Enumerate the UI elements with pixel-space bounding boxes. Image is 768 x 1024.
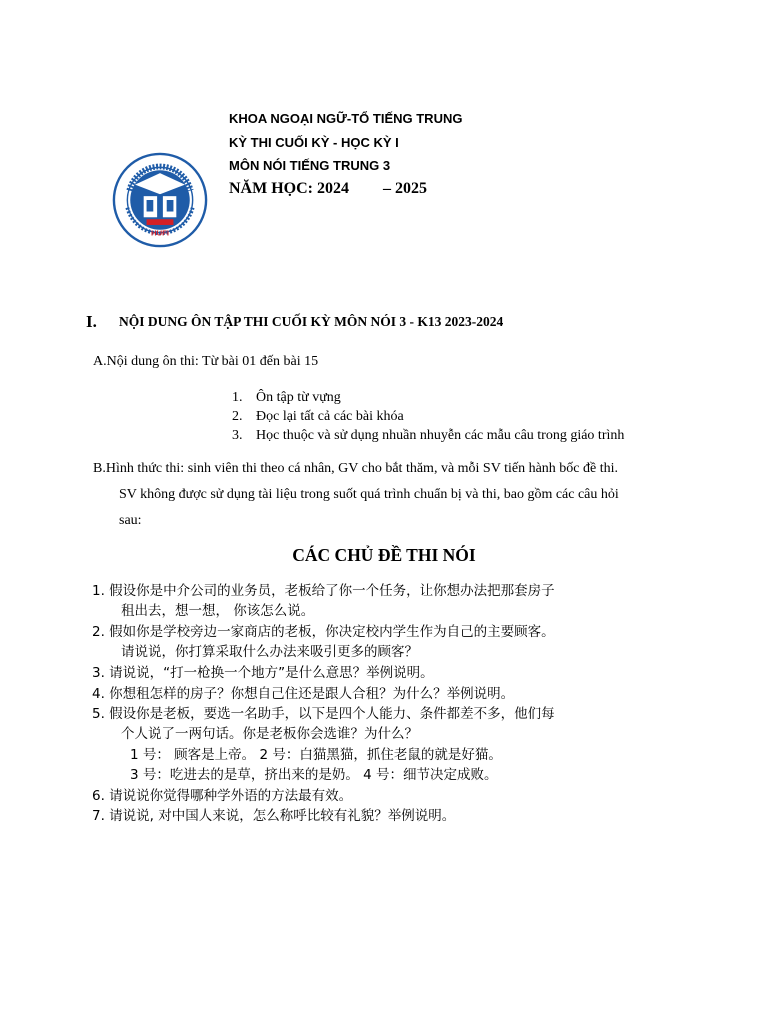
topic-line: 请说说，你打算采取什么办法来吸引更多的顾客？ xyxy=(121,644,418,660)
header-subject: MÔN NÓI TIẾNG TRUNG 3 xyxy=(229,158,391,173)
list-item xyxy=(232,390,624,409)
year-end: – 2025 xyxy=(382,180,427,197)
topic-line: 4. 你想租怎样的房子？你想自己住还是跟人合租？为什么？举例说明。 xyxy=(92,686,515,702)
list-item-text: Đọc lại tất cả các bài khóa xyxy=(256,409,404,424)
list-item-text: Ôn tập từ vựng xyxy=(256,390,341,405)
university-logo-icon xyxy=(112,152,208,248)
list-item-text: Học thuộc và sử dụng nhuần nhuyễn các mẫu câu trong giáo trình xyxy=(256,428,625,443)
year-label: NĂM HỌC: 2024 xyxy=(229,180,349,197)
content-a-text: A.Nội dung ôn thi: Từ bài 01 đến bài 15 xyxy=(93,354,319,369)
content-b-line-2: SV không được sử dụng tài liệu trong suốt quá trình chuẩn bị và thi, bao gồm các câu hỏi xyxy=(119,487,619,502)
topics-title: CÁC CHỦ ĐỀ THI NÓI xyxy=(292,545,476,565)
list-item xyxy=(232,428,624,447)
topic-line: 租出去，想一想， 你该怎么说。 xyxy=(121,603,315,619)
topic-line: 7. 请说说, 对中国人来说，怎么称呼比较有礼貌？举例说明。 xyxy=(92,808,456,824)
list-item-number: 3. xyxy=(232,428,243,443)
content-b-line-1: B.Hình thức thi: sinh viên thi theo cá nhân, GV cho bắt thăm, và mỗi SV tiến hành bốc đề thi. xyxy=(93,461,618,476)
header-exam: KỲ THI CUỐI KỲ - HỌC KỲ I xyxy=(229,135,399,150)
section-number: I. xyxy=(86,312,97,331)
topic-line: 1. 假设你是中介公司的业务员，老板给了你一个任务，让你想办法把那套房子 xyxy=(92,583,555,599)
header-academic-year xyxy=(229,180,427,198)
section-title: NỘI DUNG ÔN TẬP THI CUỐI KỲ MÔN NÓI 3 - K13 2023-2024 xyxy=(119,314,504,329)
header-faculty: KHOA NGOẠI NGỮ-TỔ TIẾNG TRUNG xyxy=(229,111,463,126)
topic-line: 5. 假设你是老板，要选一名助手，以下是四个人能力、条件都差不多，他们每 xyxy=(92,706,555,722)
content-a-list xyxy=(232,390,624,447)
topic-line: 1 号： 顾客是上帝。 2 号：白猫黑猫，抓住老鼠的就是好猫。 xyxy=(130,747,502,763)
topic-line: 2. 假如你是学校旁边一家商店的老板，你决定校内学生作为自己的主要顾客。 xyxy=(92,624,555,640)
content-b-line-3: sau: xyxy=(119,513,142,528)
topic-line: 3. 请说说，“打一枪换一个地方”是什么意思？举例说明。 xyxy=(92,665,434,681)
list-item-number: 2. xyxy=(232,409,243,424)
list-item xyxy=(232,409,624,428)
topic-line: 个人说了一两句话。你是老板你会选谁？为什么？ xyxy=(121,726,418,742)
list-item-number: 1. xyxy=(232,390,243,405)
topic-line: 3 号：吃进去的是草，挤出来的是奶。 4 号：细节决定成败。 xyxy=(130,767,498,783)
logo-text: HUFI xyxy=(151,228,169,238)
topic-line: 6. 请说说你觉得哪种学外语的方法最有效。 xyxy=(92,788,353,804)
